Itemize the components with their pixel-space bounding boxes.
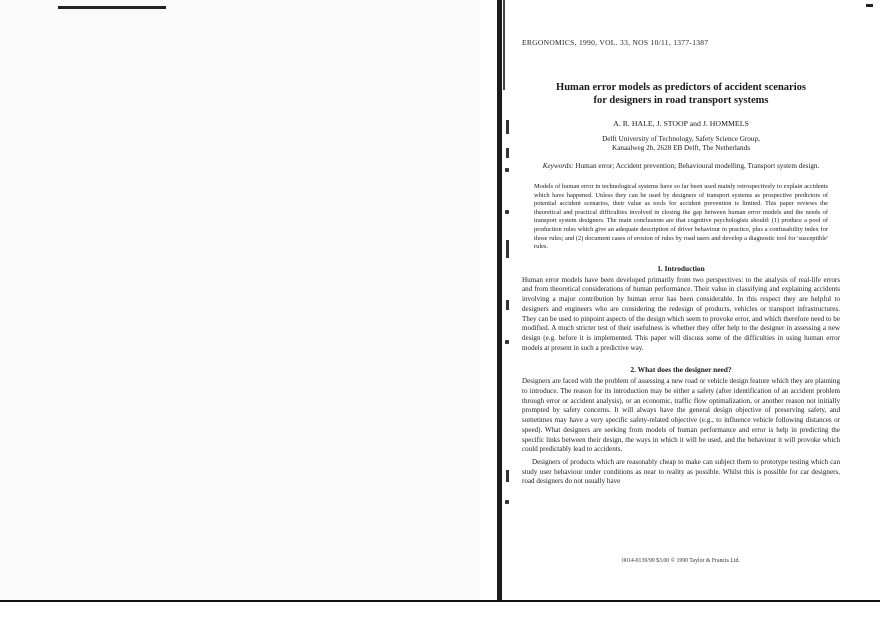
copyright-footer: 0014-0139/90 $3.00 © 1990 Taylor & Francis Ltd.	[622, 558, 740, 564]
section-2-heading: 2. What does the designer need?	[630, 365, 732, 375]
title-line-2: for designers in road transport systems	[593, 95, 769, 106]
scan-bottom-edge	[0, 600, 880, 617]
margin-mark	[506, 148, 509, 158]
margin-dot	[505, 210, 509, 214]
binding-spine-shadow	[497, 0, 502, 602]
section-1-paragraph: Human error models have been developed primarily from two perspectives: to the analysis of real-life errors and from theoretical considerations of human performance. Their value in classifying and explaining accidents involving a major contribution by human error has been considerable. In this respect they are helpful to designers and engineers who are considering the redesign of products, vehicles or transport infrastructures. They can be used to pinpoint aspects of the design which seem to provoke error, and which therefore need to be modified. A much stricter test of their usefulness is whether they offer help to the designer in assessing a new design (e.g. before it is implemented. This paper will discuss some of the difficulties in using human error models at present in such a predictive way.	[522, 275, 840, 352]
article-page	[522, 38, 840, 564]
keywords-text: Human error; Accident prevention; Behavioural modelling, Transport system design.	[575, 162, 820, 170]
margin-mark	[506, 470, 509, 482]
scan-top-rule	[58, 6, 166, 9]
section-2-paragraph-1: Designers are faced with the problem of assessing a new road or vehicle design feature which they are planning to introduce. The reason for its introduction may be either a safety (after identification of an accident problem through error or accident analysis), or an economic, traffic flow optimalization, or another reason not initially prompted by safety concerns. It will always have the general design objective of preserving safety, and sometimes may have a very specific safety-related objective (e.g., to influence vehicle following distances or speed). What designers are seeking from models of human performance and error is help in predicting the specific links between their design, the ways in which it will be used, and the behaviour it will provoke which could predictably lead to accidents.	[522, 377, 840, 454]
margin-mark	[506, 240, 509, 258]
keywords-label: Keywords:	[542, 162, 574, 170]
abstract: Models of human error in technological systems have so far been used mainly retrospectively to explain accidents which have happened. Unless they can be used by designers of transport systems as prospective predictors of potential accident scenarios, their value as tools for accident prevention is limited. This paper reviews the theoretical and practical difficulties involved in closing the gap between human error models and the needs of transport system designers. The main conclusions are that cognitive psychologists should: (1) produce a pool of production rules which give an adequate description of driver behaviour in practice, plus a confusability index for those rules; and (2) document cases of erosion of rules by road users and develop a diagnostic tool for 'susceptible' rules.	[534, 183, 828, 251]
margin-mark	[506, 300, 509, 310]
section-1-heading: 1. Introduction	[657, 263, 705, 273]
affiliation-line-1: Delft University of Technology, Safety Science Group,	[602, 135, 760, 143]
affiliation	[522, 135, 840, 153]
title-line-1: Human error models as predictors of accident scenarios	[556, 82, 806, 93]
keywords	[522, 162, 840, 171]
author-list: A. R. HALE, J. STOOP and J. HOMMELS	[613, 119, 749, 128]
affiliation-line-2: Kanaalweg 2b, 2628 EB Delft, The Netherlands	[612, 144, 750, 152]
margin-dot	[505, 500, 509, 504]
journal-header: ERGONOMICS, 1990, VOL. 33, NOS 10/11, 1377-1387	[522, 38, 709, 47]
corner-mark	[866, 4, 873, 7]
margin-mark	[506, 120, 509, 134]
article-title	[522, 81, 840, 107]
binding-spine-edge	[503, 0, 505, 90]
section-2-paragraph-2: Designers of products which are reasonably cheap to make can subject them to prototype testing which can study user behaviour under conditions as near to reality as possible. Whilst this is possible for car designers, road designers do not usually have	[522, 458, 840, 486]
margin-dot	[505, 168, 509, 172]
margin-dot	[505, 340, 509, 344]
